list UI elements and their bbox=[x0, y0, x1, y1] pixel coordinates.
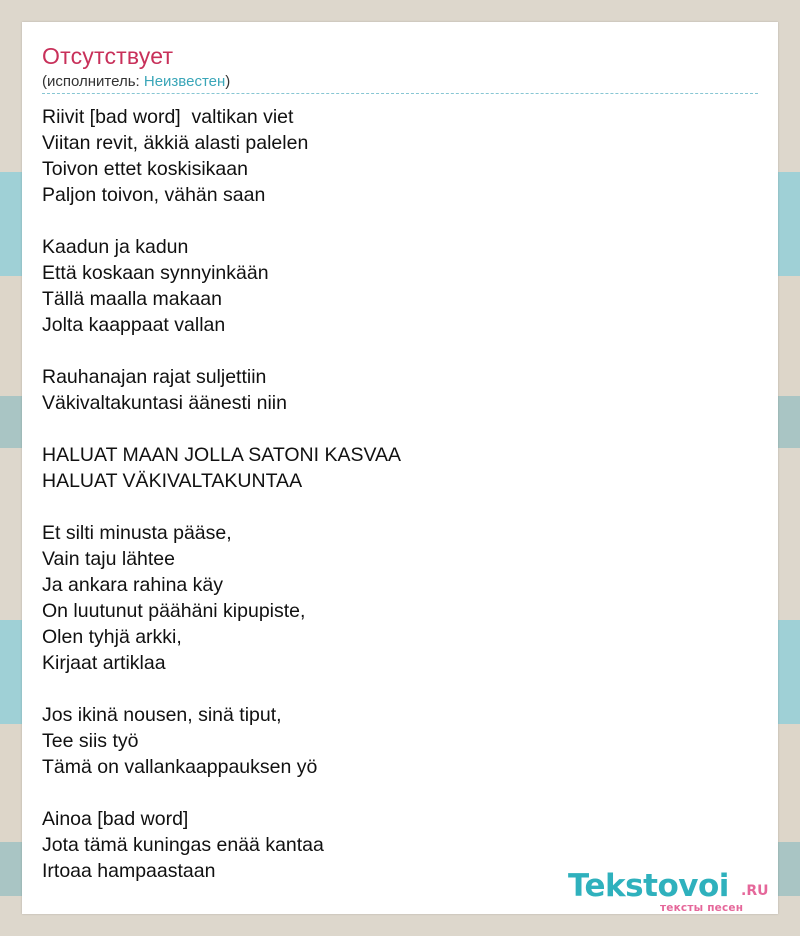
artist-prefix: (исполнитель: bbox=[42, 73, 144, 90]
lyric-line: Toivon ettet koskisikaan bbox=[42, 158, 248, 180]
lyric-line: Et silti minusta pääse, bbox=[42, 522, 232, 544]
song-title: Отсутствует bbox=[42, 43, 174, 69]
logo-domain: .RU bbox=[741, 883, 769, 899]
lyric-line: Riivit [bad word] valtikan viet bbox=[42, 106, 294, 128]
artist-line bbox=[42, 73, 230, 90]
stanza-break bbox=[42, 416, 401, 442]
lyric-line: Rauhanajan rajat suljettiin bbox=[42, 366, 267, 388]
lyrics-card bbox=[22, 22, 778, 914]
lyric-line: Että koskaan synnyinkään bbox=[42, 262, 269, 284]
artist-suffix: ) bbox=[225, 73, 231, 90]
artist-link[interactable]: Неизвестен bbox=[143, 73, 226, 90]
lyric-line: Tällä maalla makaan bbox=[42, 288, 222, 310]
lyric-line: Paljon toivon, vähän saan bbox=[42, 184, 266, 206]
logo-subtitle: тексты песен bbox=[660, 902, 744, 914]
stanza-break bbox=[42, 676, 401, 702]
title-divider bbox=[42, 93, 758, 94]
lyric-line: Ja ankara rahina käy bbox=[42, 574, 224, 596]
lyric-line: Tämä on vallankaappauksen yö bbox=[42, 756, 318, 778]
lyric-line: Kaadun ja kadun bbox=[42, 236, 189, 258]
lyric-line: Vain taju lähtee bbox=[42, 548, 175, 570]
lyric-line: Jolta kaappaat vallan bbox=[42, 314, 226, 336]
site-logo[interactable] bbox=[568, 868, 778, 914]
lyric-line: On luutunut päähäni kipupiste, bbox=[42, 600, 306, 622]
lyric-line: HALUAT MAAN JOLLA SATONI KASVAA bbox=[42, 444, 402, 466]
logo-wordmark: Tekstovoi bbox=[568, 868, 729, 904]
stanza-break bbox=[42, 338, 401, 364]
lyric-line: Irtoaa hampaastaan bbox=[42, 860, 216, 882]
stanza-break bbox=[42, 208, 401, 234]
lyric-line: Kirjaat artiklaa bbox=[42, 652, 166, 674]
lyric-line: Olen tyhjä arkki, bbox=[42, 626, 182, 648]
lyric-line: HALUAT VÄKIVALTAKUNTAA bbox=[42, 470, 303, 492]
lyric-line: Tee siis työ bbox=[42, 730, 139, 752]
lyric-line: Väkivaltakuntasi äänesti niin bbox=[42, 392, 287, 414]
lyric-line: Jos ikinä nousen, sinä tiput, bbox=[42, 704, 282, 726]
lyrics-text bbox=[42, 104, 401, 884]
stanza-break bbox=[42, 780, 401, 806]
lyric-line: Viitan revit, äkkiä alasti palelen bbox=[42, 132, 309, 154]
lyric-line: Jota tämä kuningas enää kantaa bbox=[42, 834, 324, 856]
stanza-break bbox=[42, 494, 401, 520]
lyric-line: Ainoa [bad word] bbox=[42, 808, 189, 830]
